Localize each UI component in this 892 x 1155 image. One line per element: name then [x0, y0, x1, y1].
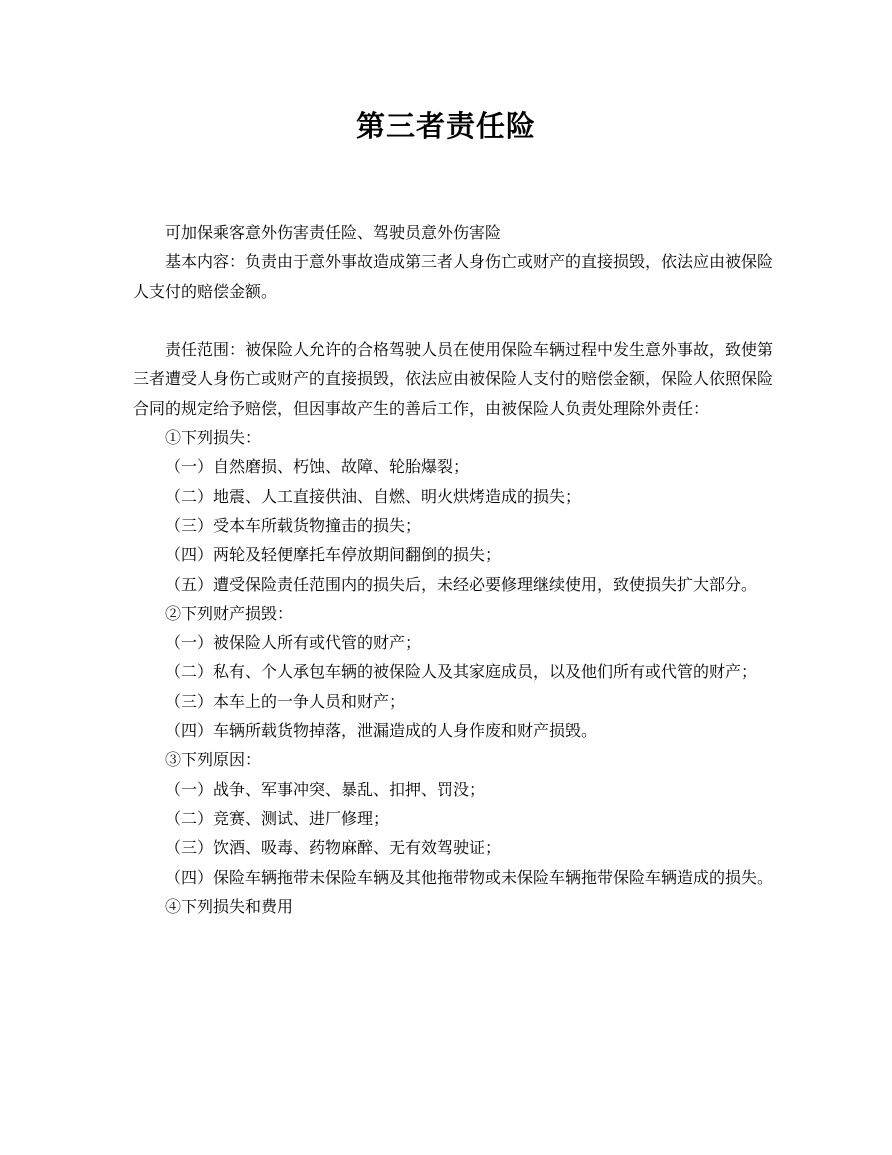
list-item: （一）战争、军事冲突、暴乱、扣押、罚没；: [165, 779, 486, 799]
paragraph-basic-content: 基本内容：负责由于意外事故造成第三者人身伤亡或财产的直接损毁，依法应由被保险人支付的赔偿金额。: [133, 252, 774, 301]
list-item: （二）竞赛、测试、进厂修理；: [165, 808, 390, 828]
document-title: 第三者责任险: [355, 109, 536, 143]
section-heading-losses-and-expenses: ④下列损失和费用: [165, 896, 294, 916]
list-item: （三）本车上的一争人员和财产；: [165, 691, 406, 711]
list-item: （一）被保险人所有或代管的财产；: [165, 633, 422, 653]
paragraph-scope: 责任范围：被保险人允许的合格驾驶人员在使用保险车辆过程中发生意外事故，致使第三者遭受人身伤亡或财产的直接损毁，依法应由被保险人支付的赔偿金额，保险人依照保险合同的规定给予赔偿，但因事故产生的善后工作，由被保险人负责处理除外责任：: [133, 340, 774, 418]
list-item: （二）地震、人工直接供油、自燃、明火烘烤造成的损失；: [165, 486, 582, 506]
list-item: （五）遭受保险责任范围内的损失后，未经必要修理继续使用，致使损失扩大部分。: [165, 574, 758, 594]
section-heading-losses: ①下列损失：: [165, 428, 262, 448]
list-item: （三）受本车所载货物撞击的损失；: [165, 515, 422, 535]
list-item: （三）饮酒、吸毒、药物麻醉、无有效驾驶证；: [165, 838, 502, 858]
blank-line: [133, 306, 773, 335]
list-item: （一）自然磨损、朽蚀、故障、轮胎爆裂；: [165, 457, 470, 477]
paragraph-intro: 可加保乘客意外伤害责任险、驾驶员意外伤害险: [165, 223, 502, 242]
section-heading-property-damage: ②下列财产损毁：: [165, 603, 294, 623]
list-item: （四）两轮及轻便摩托车停放期间翻倒的损失；: [165, 545, 502, 565]
document-body: [133, 218, 773, 921]
list-item: （四）保险车辆拖带未保险车辆及其他拖带物或未保险车辆拖带保险车辆造成的损失。: [165, 867, 774, 887]
list-item: （二）私有、个人承包车辆的被保险人及其家庭成员，以及他们所有或代管的财产；: [165, 662, 758, 682]
list-item: （四）车辆所载货物掉落，泄漏造成的人身作废和财产损毁。: [165, 721, 598, 741]
section-heading-causes: ③下列原因：: [165, 750, 262, 770]
